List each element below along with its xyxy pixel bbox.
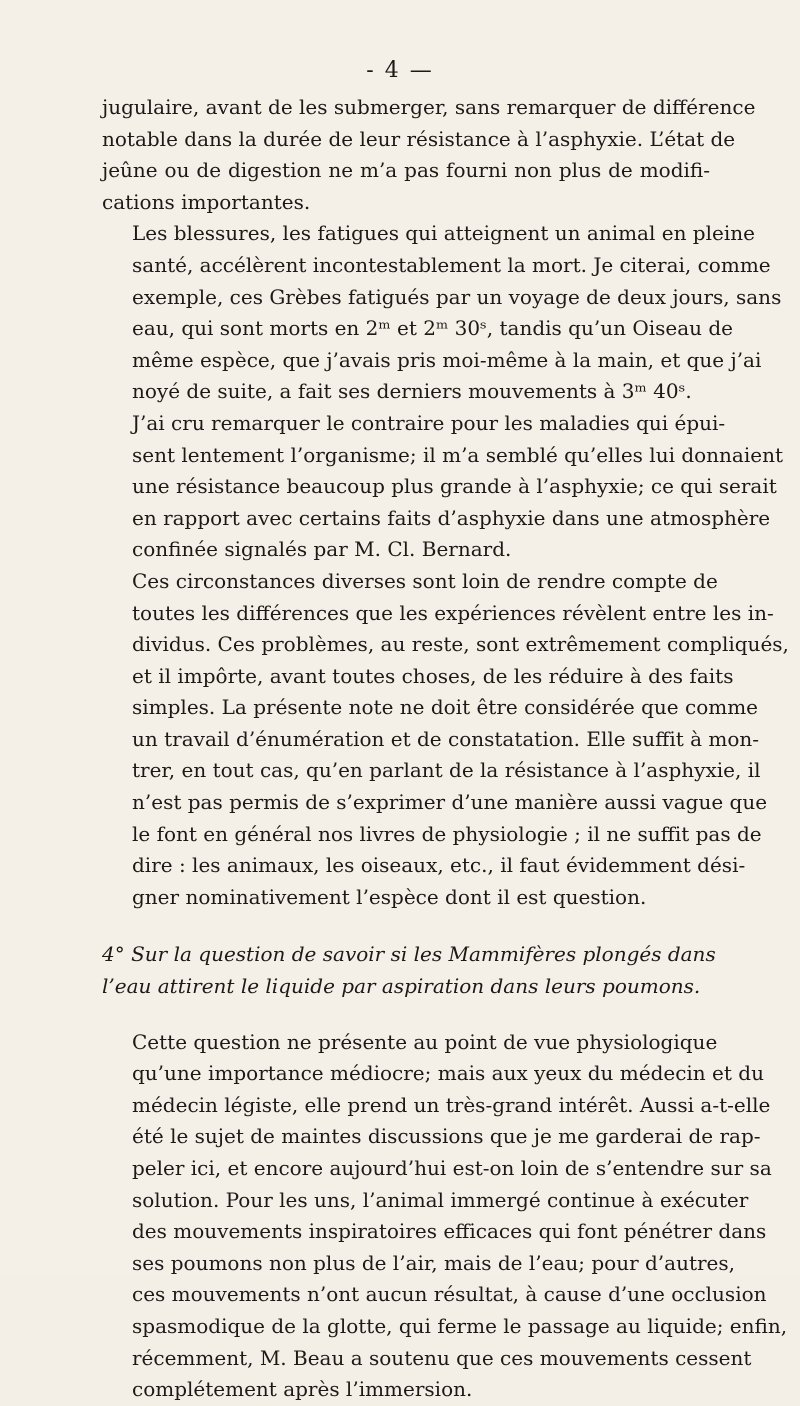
text-line: eau, qui sont morts en 2ᵐ et 2ᵐ 30ˢ, tandis qu’un Oiseau de <box>132 316 734 341</box>
text-line: jeûne ou de digestion ne m’a pas fourni non plus de modifi- <box>102 158 710 183</box>
paragraph-1 <box>102 92 756 218</box>
text-line: simples. La présente note ne doit être considérée que comme <box>132 695 758 720</box>
text-line: solution. Pour les uns, l’animal immergé continue à exécuter <box>132 1187 749 1212</box>
text-line: complétement après l’immersion. <box>132 1377 473 1402</box>
text-line: une résistance beaucoup plus grande à l’asphyxie; ce qui serait <box>132 474 777 499</box>
text-line: spasmodique de la glotte, qui ferme le passage au liquide; enfin, <box>132 1313 788 1338</box>
heading-line: 4° Sur la question de savoir si les Mammifères plongés dans <box>102 942 716 967</box>
text-line: été le sujet de maintes discussions que je me garderai de rap- <box>132 1124 761 1149</box>
section-heading <box>102 939 716 1002</box>
text-line: gner nominativement l’espèce dont il est question. <box>132 884 647 909</box>
text-line: même espèce, que j’avais pris moi-même à la main, et que j’ai <box>132 347 762 372</box>
paragraph-3 <box>102 408 784 566</box>
text-line: jugulaire, avant de les submerger, sans remarquer de différence <box>102 95 756 119</box>
text-line: confinée signalés par M. Cl. Bernard. <box>132 537 512 562</box>
text-line: santé, accélèrent incontestablement la mort. Je citerai, comme <box>132 252 771 277</box>
text-line: sent lentement l’organisme; il m’a semblé qu’elles lui donnaient <box>132 442 784 467</box>
text-line: récemment, M. Beau a soutenu que ces mouvements cessent <box>132 1345 752 1370</box>
text-line: toutes les différences que les expériences révèlent entre les in- <box>132 600 774 625</box>
text-line: n’est pas permis de s’exprimer d’une manière aussi vague que <box>132 790 768 815</box>
text-line: le font en général nos livres de physiologie ; il ne suffit pas de <box>132 821 762 846</box>
page-body <box>102 92 789 1406</box>
text-line: dividus. Ces problèmes, au reste, sont extrêmement compliqués, <box>132 632 789 657</box>
text-line: notable dans la durée de leur résistance à l’asphyxie. L’état de <box>102 126 736 151</box>
text-line: Cette question ne présente au point de vue physiologique <box>132 1029 718 1054</box>
text-line: ces mouvements n’ont aucun résultat, à cause d’une occlusion <box>132 1282 767 1307</box>
heading-line: l’eau attirent le liquide par aspiration dans leurs poumons. <box>102 974 701 999</box>
text-line: trer, en tout cas, qu’en parlant de la résistance à l’asphyxie, il <box>132 758 761 783</box>
text-line: en rapport avec certains faits d’asphyxie dans une atmosphère <box>132 505 771 530</box>
text-line: peler ici, et encore aujourd’hui est-on loin de s’entendre sur sa <box>132 1156 772 1180</box>
text-line: exemple, ces Grèbes fatigués par un voyage de deux jours, sans <box>132 284 782 309</box>
page-number: - 4 — <box>366 58 434 83</box>
paragraph-2 <box>102 218 782 408</box>
paragraph-5 <box>102 1027 788 1406</box>
text-line: ses poumons non plus de l’air, mais de l’eau; pour d’autres, <box>132 1250 736 1275</box>
text-line: cations importantes. <box>102 189 311 214</box>
text-line: Ces circonstances diverses sont loin de rendre compte de <box>132 568 718 593</box>
text-line: un travail d’énumération et de constatation. Elle suffit à mon- <box>132 726 760 751</box>
text-line: et il impôrte, avant toutes choses, de les réduire à des faits <box>132 663 734 688</box>
text-line: J’ai cru remarquer le contraire pour les maladies qui épui- <box>132 410 726 435</box>
text-line: qu’une importance médiocre; mais aux yeux du médecin et du <box>132 1061 764 1086</box>
text-line: noyé de suite, a fait ses derniers mouvements à 3ᵐ 40ˢ. <box>132 379 692 404</box>
text-line: des mouvements inspiratoires efficaces qui font pénétrer dans <box>132 1219 767 1244</box>
paragraph-4 <box>102 566 789 914</box>
text-line: médecin légiste, elle prend un très-grand intérêt. Aussi a-t-elle <box>132 1092 771 1117</box>
text-line: dire : les animaux, les oiseaux, etc., il faut évidemment dési- <box>132 853 746 878</box>
text-line: Les blessures, les fatigues qui atteignent un animal en pleine <box>132 221 755 246</box>
